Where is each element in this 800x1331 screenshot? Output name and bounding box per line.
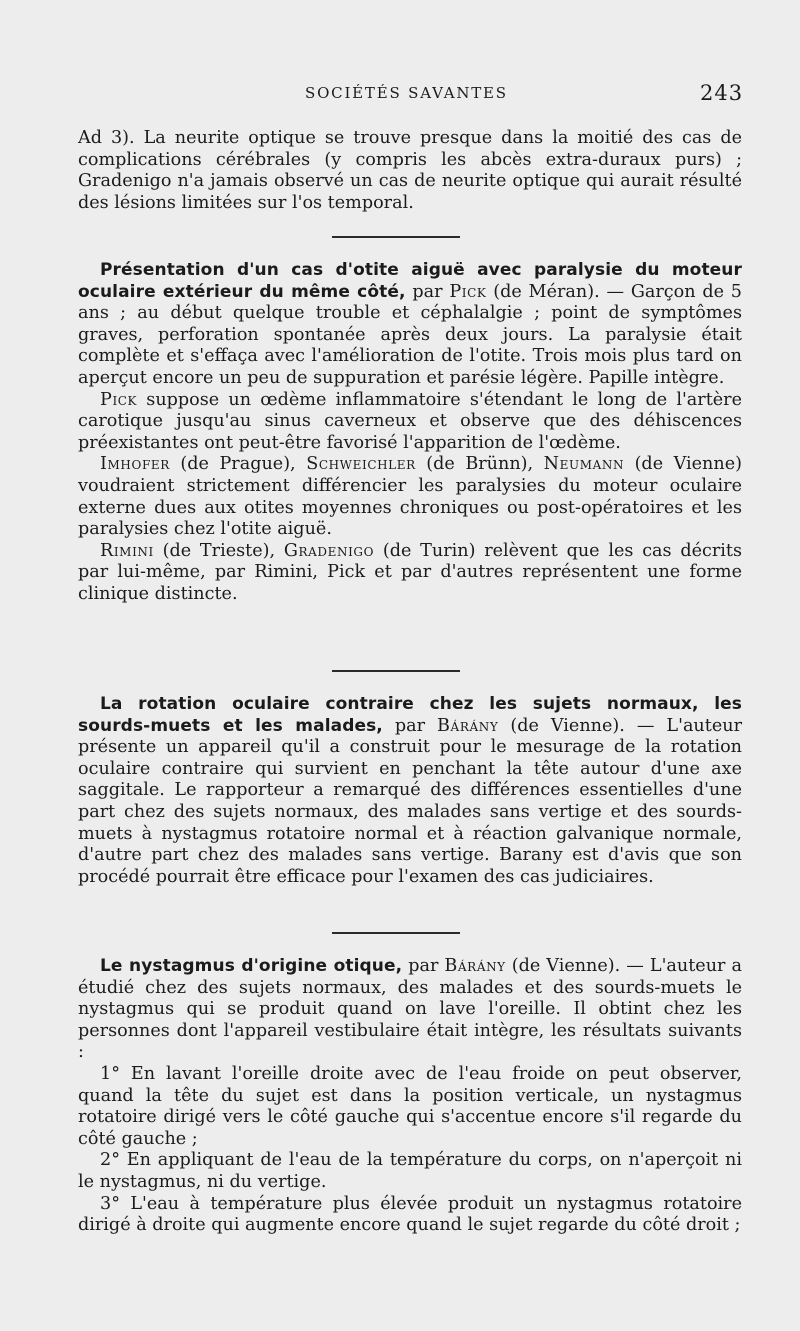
- section-pick-author: Pick: [449, 281, 487, 302]
- running-head: [0, 81, 800, 108]
- section-nystagmus-by: par: [402, 956, 445, 976]
- section-pick-p4-mid: (de Trieste),: [153, 540, 284, 561]
- section-rotation-by: par: [382, 715, 438, 736]
- section-pick-p2-text: suppose un œdème inflammatoire s'étendant le long de l'artère carotique jusqu'au sinus caverneux et observe que des déhiscences préexistantes ont peut-être favorisé l'apparition de l'œdème.: [78, 389, 742, 453]
- nystagmus-result-item-2: 2° En appliquant de l'eau de la température du corps, on n'aperçoit ni le nystagmus, ni du vertige.: [78, 1150, 742, 1192]
- section-pick: [78, 260, 742, 606]
- intro-paragraph: Ad 3). La neurite optique se trouve presque dans la moitié des cas de complications cérébrales (y compris les abcès extra-duraux purs) ; Gradenigo n'a jamais observé un cas de neurite optique qui aurait résulté des lésions limitées sur l'os temporal.: [78, 128, 742, 213]
- section-pick-p4-text: (de Turin) relèvent que les cas décrits par lui-même, par Rimini, Pick et par d'autres représentent une forme clinique distincte.: [78, 540, 742, 604]
- section-divider-1: [332, 236, 460, 238]
- section-rotation-paragraph: [78, 694, 742, 888]
- section-rotation: [78, 694, 742, 888]
- section-pick-paragraph-2: [78, 390, 742, 455]
- section-pick-intro-text: (de Méran). — Garçon de 5 ans ; au début quelque trouble et céphalalgie ; point de symptômes graves, perforation spontanée après deux jours. La paralysie était complète et s'effaça avec l'amélioration de l'otite. Trois mois plus tard on aperçut encore un peu de suppuration et parésie légère. Papille intègre.: [78, 281, 743, 388]
- section-nystagmus-paragraph: [78, 956, 742, 1064]
- section-pick-p2-author: Pick: [100, 389, 138, 410]
- nystagmus-result-item-1: 1° En lavant l'oreille droite avec de l'eau froide on peut observer, quand la tête du sujet est dans la position verticale, un nystagmus rotatoire dirigé vers le côté gauche qui s'accentue encore s'il regarde du côté gauche ;: [78, 1063, 742, 1149]
- section-rotation-title: La rotation oculaire contraire chez les sujets normaux, les sourds-muets et les malades,: [78, 694, 742, 736]
- section-pick-paragraph-4: [78, 541, 742, 606]
- section-pick-p3-author3: Neumann: [543, 454, 625, 475]
- intro-paragraph-block: [78, 128, 742, 214]
- section-pick-p3-author2: Schweichler: [306, 454, 416, 475]
- section-rotation-author: Bárány: [437, 715, 499, 736]
- running-title: SOCIÉTÉS SAVANTES: [305, 84, 508, 102]
- section-pick-p3-mid1: (de Prague),: [169, 454, 307, 475]
- section-pick-title: Présentation d'un cas d'otite aiguë avec paralysie du moteur oculaire extérieur du même côté,: [78, 260, 742, 302]
- section-rotation-text: (de Vienne). — L'auteur présente un appareil qu'il a construit pour le mesurage de la rotation oculaire contraire qui survient en penchant la tête autour d'une axe saggitale. Le rapporteur a remarqué des différences essentielles d'une part chez des sujets normaux, des malades sans vertige et des sourds-muets à nystagmus rotatoire normal et à réaction galvanique normale, d'autre part chez des malades sans vertige. Barany est d'avis que son procédé pourrait être efficace pour l'examen des cas judiciaires.: [78, 715, 742, 887]
- nystagmus-result-item-3: 3° L'eau à température plus élevée produit un nystagmus rotatoire dirigé à droite qui augmente encore quand le sujet regarde du côté droit ;: [78, 1193, 742, 1236]
- section-nystagmus-author: Bárány: [444, 956, 506, 976]
- section-pick-by: par: [405, 281, 450, 302]
- section-divider-3: [332, 932, 460, 934]
- section-pick-paragraph-1: [78, 260, 742, 390]
- section-pick-p3-text: (de Vienne) voudraient strictement différencier les paralysies du moteur oculaire externe dues aux otites moyennes chroniques ou post-opératoires et les paralysies chez l'otite aiguë.: [78, 454, 742, 540]
- section-divider-2: [332, 670, 460, 672]
- section-pick-p4-author1: Rimini: [100, 540, 154, 561]
- section-pick-p3-author1: Imhofer: [100, 454, 170, 475]
- section-pick-paragraph-3: [78, 454, 742, 540]
- section-nystagmus-text: (de Vienne). — L'auteur a étudié chez des sujets normaux, des malades et des sourds-muets le nystagmus qui se produit quand on lave l'oreille. Il obtint chez les personnes dont l'appareil vestibulaire était intègre, les résultats suivants :: [78, 956, 742, 1063]
- section-pick-p4-author2: Gradenigo: [283, 540, 375, 561]
- section-nystagmus: [78, 956, 742, 1237]
- section-pick-p3-mid2: (de Brünn),: [415, 454, 544, 475]
- page-number: 243: [700, 81, 744, 105]
- section-nystagmus-title: Le nystagmus d'origine otique,: [100, 956, 403, 976]
